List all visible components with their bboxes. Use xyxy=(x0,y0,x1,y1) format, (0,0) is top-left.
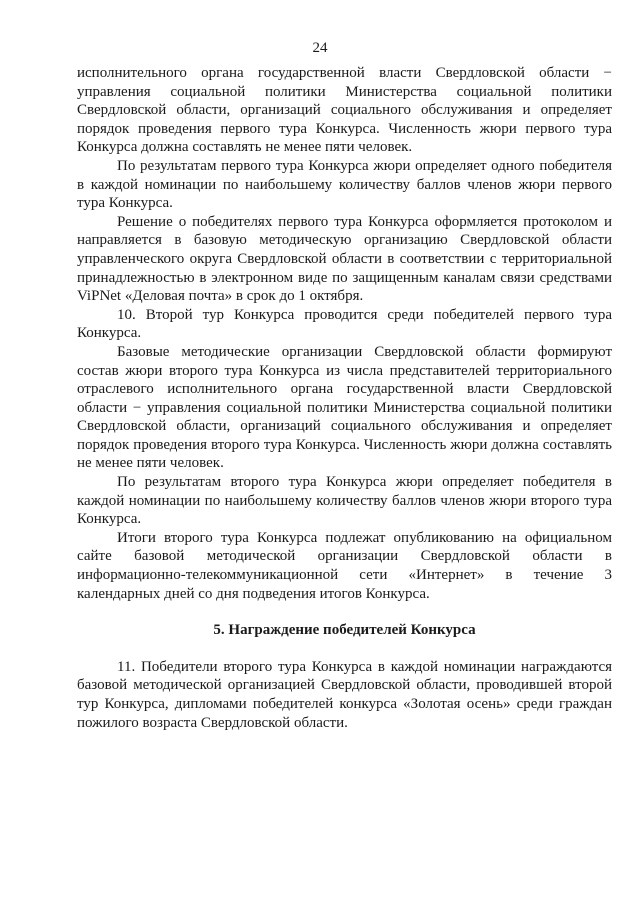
paragraph-awarding: 11. Победители второго тура Конкурса в каждой номинации награждаются базовой методической организацией Свердловской области, проводившей второй тур Конкурса, дипломами победителей конкурса «Золотая осень» среди граждан пожилого возраста Свердловской области. xyxy=(77,658,612,731)
paragraph-second-round-jury: Базовые методические организации Свердловской области формируют состав жюри второго тура Конкурса из числа представителей территориального отраслевого исполнительного органа государственной власти Свердловской области − управления социальной политики Министерства социальной политики Свердловской области, организаций социального обслуживания и определяет порядок проведения второго тура Конкурса. Численность жюри должна составлять не менее пяти человек. xyxy=(77,343,612,472)
paragraph-first-round-decision: Решение о победителях первого тура Конкурса оформляется протоколом и направляется в базовую методическую организацию Свердловской области управленческого округа Свердловской области в соответствии с территориальной принадлежностью в электронном виде по защищенным каналам связи средствами ViPNet «Деловая почта» в срок до 1 октября. xyxy=(77,213,612,305)
paragraph-second-round-results: По результатам второго тура Конкурса жюри определяет победителя в каждой номинации по наибольшему количеству баллов членов жюри второго тура Конкурса. xyxy=(77,474,612,528)
section-heading: 5. Награждение победителей Конкурса xyxy=(213,622,476,639)
paragraph-results-publication: Итоги второго тура Конкурса подлежат опубликованию на официальном сайте базовой методической организации Свердловской области в информационно-телекоммуникационной сети «Интернет» в течение 3 календарных дней со дня подведения итогов Конкурса. xyxy=(77,529,612,602)
paragraph-jury-first-round-composition: исполнительного органа государственной власти Свердловской области − управления социальной политики Министерства социальной политики Свердловской области, организаций социального обслуживания и определяет порядок проведения первого тура Конкурса. Численность жюри первого тура Конкурса должна составлять не менее пяти человек. xyxy=(77,65,612,156)
page-number: 24 xyxy=(312,40,328,56)
paragraph-second-round: 10. Второй тур Конкурса проводится среди победителей первого тура Конкурса. xyxy=(77,306,612,342)
document-body xyxy=(77,64,612,732)
paragraph-first-round-results: По результатам первого тура Конкурса жюри определяет одного победителя в каждой номинации по наибольшему количеству баллов членов жюри первого тура Конкурса. xyxy=(77,157,612,212)
